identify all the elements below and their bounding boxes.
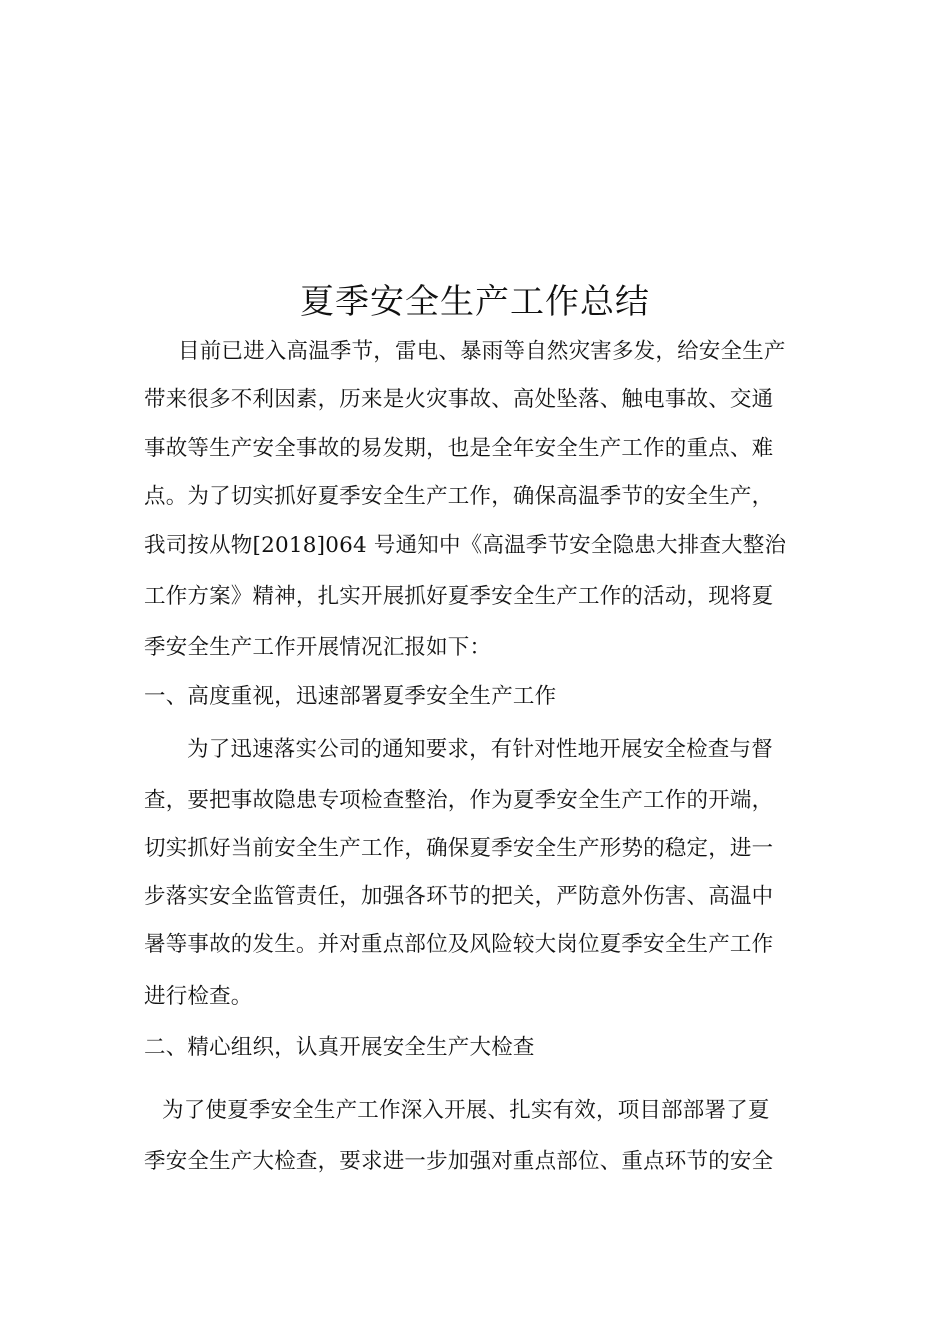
paragraph-line: 查，要把事故隐患专项检查整治，作为夏季安全生产工作的开端， [144,788,774,813]
paragraph-line: 季安全生产大检查，要求进一步加强对重点部位、重点环节的安全 [144,1149,774,1174]
paragraph-line: 季安全生产工作开展情况汇报如下： [144,635,492,660]
paragraph-line: 切实抓好当前安全生产工作，确保夏季安全生产形势的稳定，进一 [144,836,774,861]
paragraph-line: 事故等生产安全事故的易发期，也是全年安全生产工作的重点、难 [144,436,774,461]
section-heading-1: 一、高度重视，迅速部署夏季安全生产工作 [144,684,557,709]
paragraph-line: 为了迅速落实公司的通知要求，有针对性地开展安全检查与督 [187,737,773,762]
paragraph-line: 进行检查。 [144,984,253,1009]
section-heading-2: 二、精心组织，认真开展安全生产大检查 [144,1035,535,1060]
page-title: 夏季安全生产工作总结 [300,282,650,322]
paragraph-line: 步落实安全监管责任，加强各环节的把关，严防意外伤害、高温中 [144,884,774,909]
paragraph-line: 目前已进入高温季节，雷电、暴雨等自然灾害多发，给安全生产 [178,339,786,364]
paragraph-line: 我司按从物[2018]064 号通知中《高温季节安全隐患大排查大整治 [144,533,787,558]
paragraph-line: 为了使夏季安全生产工作深入开展、扎实有效，项目部部署了夏 [162,1098,770,1123]
paragraph-line: 点。为了切实抓好夏季安全生产工作，确保高温季节的安全生产， [144,484,774,509]
paragraph-line: 带来很多不利因素，历来是火灾事故、高处坠落、触电事故、交通 [144,387,774,412]
paragraph-line: 工作方案》精神，扎实开展抓好夏季安全生产工作的活动，现将夏 [144,584,774,609]
paragraph-line: 暑等事故的发生。并对重点部位及风险较大岗位夏季安全生产工作 [144,932,774,957]
